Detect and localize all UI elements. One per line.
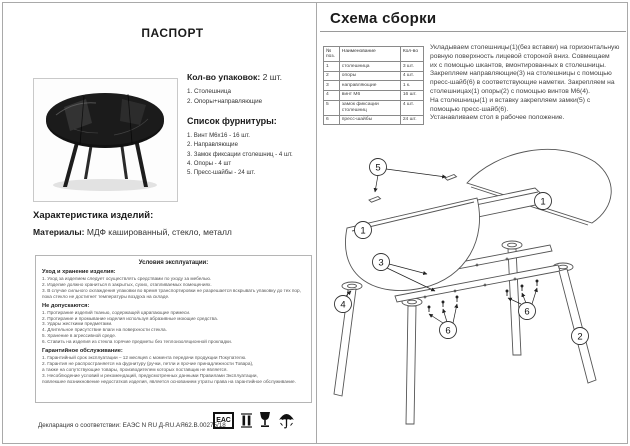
table-row [324, 100, 424, 115]
instruction-line: столешницах(1) опоры(2) с помощью винтов М6(4). [430, 87, 590, 95]
col-header-position: № поз. [324, 47, 340, 62]
forbidden-line: 5. Хранение в агрессивной среде. [42, 333, 117, 339]
passport-title: ПАСПОРТ [141, 26, 204, 40]
cell-qty: 24 шт. [400, 115, 423, 125]
forbidden-line: 4. Длительное присутствие влаги на поверхности стекла. [42, 327, 167, 333]
warranty-line: 3. Несоблюдение условий и рекомендаций, предусмотренных данными Правилами Эксплуатации, [42, 372, 258, 378]
lock-piece [369, 175, 457, 203]
forbidden-line: 1. Протирание изделий тканью, содержащей царапающие примеси. [42, 309, 191, 315]
packages-value: 2 шт. [262, 72, 283, 82]
cell-name: пресс-шайбы [339, 115, 400, 125]
instruction-line: На столешницы(1) и вставку закрепляем замки(5) с [430, 96, 591, 104]
forbidden-heading: Не допускаются: [42, 302, 90, 309]
col-header-name: Наименование [339, 47, 400, 62]
parts-table-header [324, 47, 424, 62]
stacking-limit-icon [241, 413, 252, 428]
forbidden-line: 6. Ставить на изделия из стекла горячие предметы без теплоизоляционной прокладки. [42, 339, 233, 345]
svg-text:4: 4 [340, 299, 346, 311]
svg-text:1: 1 [360, 225, 366, 237]
forbidden-line: 3. Удары жесткими предметами. [42, 321, 113, 327]
furniture-item: 2. Направляющие [187, 141, 238, 149]
parts-table [323, 46, 424, 125]
keep-dry-umbrella-icon [278, 412, 295, 429]
callout-1 [355, 222, 372, 239]
callout-5 [370, 159, 387, 176]
table-row [324, 115, 424, 125]
cell-pos: 1 [324, 62, 340, 72]
eac-mark-icon: ЕАС [213, 412, 234, 429]
svg-text:2: 2 [577, 331, 583, 343]
col-header-qty: Кол-во [400, 47, 423, 62]
cell-name: винт М6 [339, 90, 400, 100]
callout-4 [335, 296, 352, 313]
furniture-item: 1. Винт М6х16 - 16 шт. [187, 132, 250, 139]
cell-qty: 4 шт. [400, 71, 423, 81]
warranty-line: 1. Гарантийный срок эксплуатации – 12 месяцев с момента передачи продукции Покупателю. [42, 355, 247, 361]
package-item: 1. Столешница [187, 88, 232, 95]
warranty-line: а также на сопутствующие товары, производителем которых поставщик не является. [42, 366, 228, 372]
forbidden-line: 2. Протирание и промывание изделия используя абразивные моющие средства. [42, 315, 219, 321]
instruction-line: ровную поверхность лицевой стороной вниз. Совмещаем [430, 52, 610, 60]
fragile-glass-icon [259, 412, 271, 428]
characteristics-heading: Характеристика изделий: [33, 210, 154, 221]
packages-block [187, 72, 315, 106]
cell-qty: 4 шт. [400, 100, 423, 115]
instruction-line: помощью пресс-шайб(6). [430, 105, 509, 113]
table-row [324, 71, 424, 81]
cell-qty: 3 шт. [400, 62, 423, 72]
cell-name: замок фиксации столешниц [339, 100, 400, 115]
svg-text:3: 3 [378, 257, 384, 269]
furniture-heading: Список фурнитуры: [187, 116, 277, 126]
instruction-line: Закрепляем направляющие(3) на столешницы с помощью [430, 70, 612, 78]
furniture-item: 4. Опоры - 4 шт [187, 159, 232, 167]
cell-name: направляющие [339, 81, 400, 91]
table-row [324, 81, 424, 91]
cell-pos: 5 [324, 100, 340, 115]
materials-label: Материалы: [33, 227, 85, 237]
assembly-instructions [430, 44, 628, 123]
table-photo-illustration [34, 79, 177, 201]
instruction-line: их с помощью шкантов, вмонтированных в столешницы. [430, 61, 607, 69]
callout-2 [572, 328, 589, 345]
svg-text:6: 6 [445, 325, 451, 337]
care-line: 3. В случае сильного охлаждения упаковки во время транспортировки не разрешается вскрывать упаковку до тех пор, [42, 287, 301, 293]
callout-6 [440, 322, 457, 339]
care-line: 1. Уход за изделием следует осуществлять средствами по уходу за мебелью. [42, 276, 212, 281]
usage-conditions-box [35, 255, 312, 403]
materials-value: МДФ кашированный, стекло, металл [86, 227, 232, 237]
warranty-line: 2. Гарантия не распространяется на фурнитуру (ручки, петли и прочие принадлежности Товара), [42, 360, 254, 366]
table-row [324, 90, 424, 100]
cell-qty: 1 к. [400, 81, 423, 91]
care-line: 2. Изделие должно храниться в закрытых, сухих, отапливаемых помещениях. [42, 281, 212, 287]
package-item: 2. Опоры+направляющие [187, 97, 263, 105]
cell-pos: 6 [324, 115, 340, 125]
furniture-item: 3. Замок фиксации столешниц - 4 шт. [187, 150, 293, 158]
callout-3 [373, 254, 390, 271]
packages-label: Кол-во упаковок: [187, 72, 261, 82]
assembly-title: Схема сборки [330, 10, 437, 27]
instruction-line: пресс-шайб(6) в соответствующие наметки. Закрепляем на [430, 79, 615, 87]
certification-marks [213, 408, 305, 432]
declaration-of-conformity: Декларация о соответствии: ЕАЭС N RU Д-RU.АЯ62.В.00275/18 [38, 422, 226, 429]
cell-name: опоры [339, 71, 400, 81]
conditions-title: Условия эксплуатации: [138, 260, 209, 266]
svg-text:1: 1 [540, 196, 546, 208]
callout-6 [519, 303, 536, 320]
furniture-item: 5. Пресс-шайбы - 24 шт. [187, 169, 256, 177]
svg-text:5: 5 [375, 162, 381, 174]
instruction-line: Укладываем столешницы(1)(без вставки) на горизонтальную [430, 44, 620, 51]
furniture-block [187, 116, 319, 177]
svg-text:6: 6 [524, 306, 530, 318]
materials-line [33, 227, 232, 237]
packages-heading [187, 72, 315, 82]
cell-pos: 2 [324, 71, 340, 81]
care-heading: Уход и хранение изделия: [42, 269, 116, 275]
instruction-line: Устанавливаем стол в рабочее положение. [430, 114, 565, 122]
cell-pos: 4 [324, 90, 340, 100]
title-underline [320, 31, 626, 32]
cell-pos: 3 [324, 81, 340, 91]
exploded-view-diagram [317, 128, 630, 444]
callout-1 [535, 193, 552, 210]
care-line: пока стекло не достигнет температуры воздуха на складе. [42, 293, 170, 299]
warranty-line: повлекшее возникновение недостатков изделия, является основанием утраты права на гарантийное обслуживание. [42, 378, 296, 384]
table-row [324, 62, 424, 72]
cell-qty: 16 шт. [400, 90, 423, 100]
product-photo [33, 78, 178, 202]
warranty-heading: Гарантийное обслуживание: [42, 348, 123, 355]
cell-name: столешница [339, 62, 400, 72]
tabletop-half [345, 198, 479, 291]
